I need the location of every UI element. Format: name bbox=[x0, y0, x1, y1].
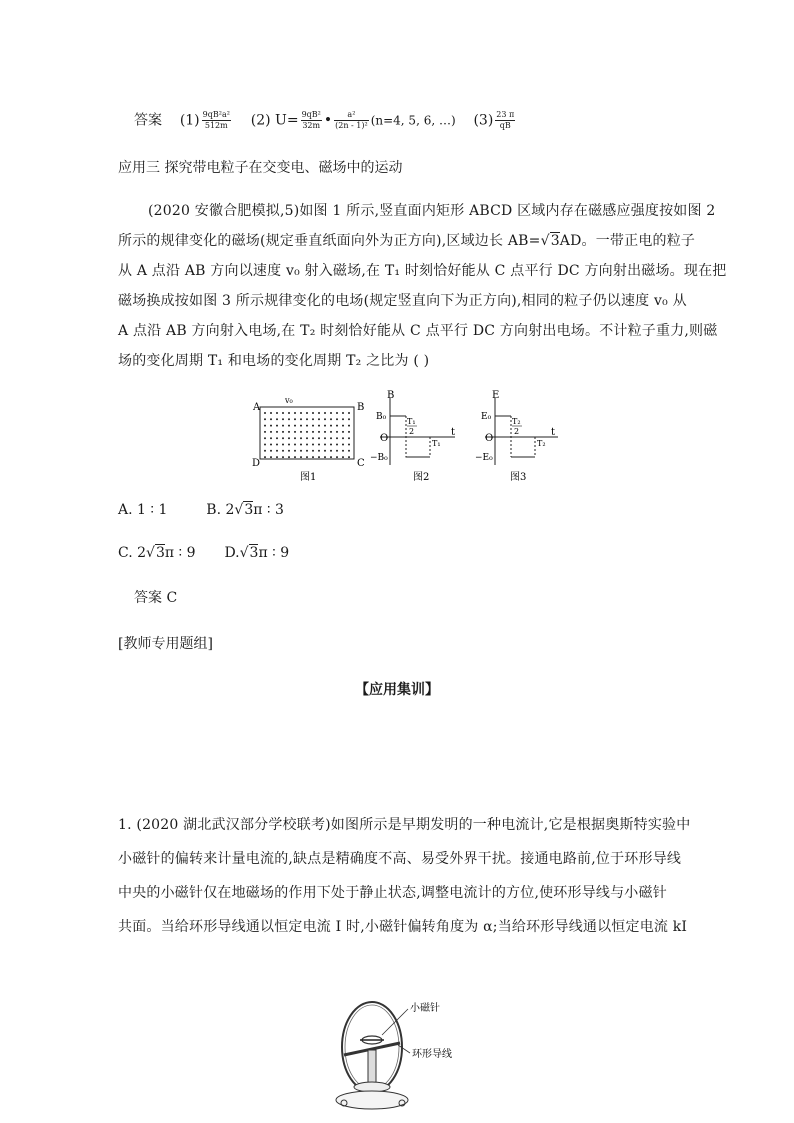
options-row-2 bbox=[118, 545, 289, 561]
field-dot bbox=[294, 425, 296, 427]
fig2-axis-x: t bbox=[451, 427, 456, 438]
field-dot bbox=[264, 431, 266, 433]
field-dot bbox=[318, 437, 320, 439]
field-dot bbox=[312, 437, 314, 439]
fig3-full: T₂ bbox=[537, 439, 546, 448]
field-dot bbox=[318, 412, 320, 414]
label-d: D bbox=[252, 458, 261, 469]
field-dot bbox=[306, 412, 308, 414]
label-needle: 小磁针 bbox=[410, 1003, 440, 1014]
field-dot bbox=[276, 418, 278, 420]
field-dot bbox=[306, 444, 308, 446]
option-a[interactable]: A. 1 ∶ 1 bbox=[118, 502, 168, 518]
field-dot bbox=[342, 450, 344, 452]
field-dot bbox=[342, 431, 344, 433]
field-dot bbox=[288, 444, 290, 446]
field-dot bbox=[330, 418, 332, 420]
field-dot bbox=[312, 444, 314, 446]
galvanometer-illustration bbox=[330, 995, 470, 1115]
answer-line-2: 答案 C bbox=[134, 590, 178, 606]
field-dot bbox=[342, 456, 344, 458]
field-dot bbox=[300, 444, 302, 446]
field-dot bbox=[324, 450, 326, 452]
field-dot bbox=[282, 456, 284, 458]
field-dot bbox=[336, 412, 338, 414]
field-dot bbox=[324, 425, 326, 427]
fig3-top: E₀ bbox=[481, 412, 492, 422]
field-dot bbox=[264, 412, 266, 414]
field-dot bbox=[312, 456, 314, 458]
field-dots bbox=[264, 412, 350, 458]
field-dot bbox=[330, 456, 332, 458]
field-dot bbox=[306, 431, 308, 433]
section-title: 应用三 探究带电粒子在交变电、磁场中的运动 bbox=[118, 160, 403, 176]
field-dot bbox=[282, 450, 284, 452]
fig3-axis-y: E bbox=[492, 390, 500, 401]
field-dot bbox=[312, 450, 314, 452]
field-dot bbox=[342, 444, 344, 446]
fig1-caption: 图1 bbox=[300, 472, 317, 483]
field-dot bbox=[288, 425, 290, 427]
field-dot bbox=[324, 437, 326, 439]
field-dot bbox=[264, 425, 266, 427]
field-dot bbox=[294, 412, 296, 414]
field-dot bbox=[264, 444, 266, 446]
question-1: 1. (2020 湖北武汉部分学校联考)如图所示是早期发明的一种电流计,它是根据奥斯特实验中 小磁针的偏转来计量电流的,缺点是精确度不高、易受外界干扰。接通电路前,位于环形导线 中央的小磁针仅在地磁场的作用下处于静止状态,调整电流计的方位,使环形导线与小磁针 共面。当给环形导线通以恒定电流 I 时,小磁针偏转角度为 α;当给环形导线通以恒定电流 kI bbox=[118, 817, 691, 935]
field-dot bbox=[270, 425, 272, 427]
problem-text: (2020 安徽合肥模拟,5)如图 1 所示,竖直面内矩形 ABCD 区域内存在磁感应强度按如图 2 所示的规律变化的磁场(规定垂直纸面向外为正方向),区域边长 AB=√3AD。一带正电的粒子 从 A 点沿 AB 方向以速度 v₀ 射入磁场,在 T₁ 时刻恰好能从 C 点平行 DC 方向射出磁场。现在把 磁场换成按如图 3 所示规律变化的电场(规定竖直向下为正方向),相同的粒子仍以速度 v₀ 从 A 点沿 AB 方向射入电场,在 T₂ 时刻恰好能从 C 点平行 DC 方向射出电场。不计粒子重力,则磁 场的变化周期 T₁ 和电场的变化周期 T₂ 之比为 ( ) bbox=[118, 203, 727, 369]
figure-1 bbox=[252, 396, 365, 483]
fig2-top: B₀ bbox=[376, 412, 387, 422]
fig3-origin: O bbox=[485, 433, 494, 444]
field-dot bbox=[264, 456, 266, 458]
field-dot bbox=[324, 444, 326, 446]
field-dot bbox=[264, 418, 266, 420]
field-dot bbox=[288, 412, 290, 414]
fig3-axis-x: t bbox=[551, 427, 556, 438]
field-dot bbox=[294, 450, 296, 452]
field-dot bbox=[300, 456, 302, 458]
field-dot bbox=[348, 437, 350, 439]
field-dot bbox=[282, 412, 284, 414]
field-dot bbox=[348, 450, 350, 452]
field-dot bbox=[330, 412, 332, 414]
training-title: 【应用集训】 bbox=[355, 682, 439, 698]
fig2-full: T₁ bbox=[432, 439, 441, 448]
field-dot bbox=[306, 456, 308, 458]
field-dot bbox=[336, 418, 338, 420]
label-b: B bbox=[357, 402, 365, 413]
field-dot bbox=[264, 437, 266, 439]
field-dot bbox=[306, 418, 308, 420]
field-dot bbox=[348, 456, 350, 458]
field-dot bbox=[282, 437, 284, 439]
answer-line-1: 答案 (1) $\frac{\text{9qB²a²}}{512m}$ (2) U= $\frac{\text{9qB²}}{32m}$ • $\frac{\text{a²}}{\text{(2n - 1)²}}$ (n=4, 5, 6, …) (3) $\frac{23 \pi}{qB}$ bbox=[134, 110, 515, 130]
label-c: C bbox=[357, 458, 365, 469]
field-dot bbox=[330, 431, 332, 433]
figure-2 bbox=[370, 390, 455, 483]
field-dot bbox=[288, 450, 290, 452]
field-dot bbox=[282, 431, 284, 433]
field-dot bbox=[318, 450, 320, 452]
option-c[interactable]: C. 2√3π ∶ 9 bbox=[118, 545, 196, 561]
label-v0: v₀ bbox=[285, 396, 293, 405]
label-coil: 环形导线 bbox=[412, 1049, 452, 1060]
field-dot bbox=[276, 431, 278, 433]
field-dot bbox=[276, 444, 278, 446]
field-dot bbox=[312, 418, 314, 420]
field-dot bbox=[300, 425, 302, 427]
fraction-p1: $\frac{\text{9qB²a²}}{512m}$ bbox=[202, 110, 230, 130]
teacher-group-heading: [教师专用题组] bbox=[118, 636, 213, 652]
field-dot bbox=[348, 425, 350, 427]
field-dot bbox=[342, 425, 344, 427]
field-dot bbox=[276, 412, 278, 414]
field-dot bbox=[294, 456, 296, 458]
fig3-bottom: −E₀ bbox=[475, 453, 493, 463]
field-dot bbox=[336, 444, 338, 446]
field-dot bbox=[324, 456, 326, 458]
figure-3 bbox=[475, 390, 558, 483]
field-dot bbox=[300, 437, 302, 439]
answer-part3-prefix: (3) bbox=[473, 112, 494, 129]
field-dot bbox=[294, 444, 296, 446]
field-dot bbox=[318, 444, 320, 446]
field-dot bbox=[342, 437, 344, 439]
field-dot bbox=[342, 412, 344, 414]
option-b[interactable]: B. 2√3π ∶ 3 bbox=[206, 502, 284, 518]
field-dot bbox=[300, 450, 302, 452]
fraction-p2b: $\frac{\text{a²}}{\text{(2n - 1)²}}$ bbox=[335, 110, 368, 130]
fraction-p3: $\frac{23 \pi}{qB}$ bbox=[496, 110, 515, 130]
figures-group bbox=[240, 390, 560, 485]
field-dot bbox=[270, 412, 272, 414]
field-dot bbox=[348, 412, 350, 414]
field-dot bbox=[336, 437, 338, 439]
fig2-caption: 图2 bbox=[413, 472, 430, 483]
field-dot bbox=[348, 418, 350, 420]
field-dot bbox=[324, 431, 326, 433]
field-dot bbox=[312, 425, 314, 427]
field-dot bbox=[330, 437, 332, 439]
field-dot bbox=[312, 412, 314, 414]
field-dot bbox=[270, 456, 272, 458]
field-dot bbox=[336, 425, 338, 427]
field-dot bbox=[336, 431, 338, 433]
base-icon bbox=[336, 1091, 408, 1109]
field-dot bbox=[324, 418, 326, 420]
field-dot bbox=[282, 444, 284, 446]
field-dot bbox=[270, 418, 272, 420]
field-dot bbox=[288, 431, 290, 433]
field-dot bbox=[276, 437, 278, 439]
field-dot bbox=[294, 418, 296, 420]
field-dot bbox=[270, 431, 272, 433]
field-dot bbox=[306, 450, 308, 452]
field-dot bbox=[318, 431, 320, 433]
option-d[interactable]: D.√3π ∶ 9 bbox=[224, 545, 290, 561]
field-dot bbox=[342, 418, 344, 420]
field-dot bbox=[336, 456, 338, 458]
field-dot bbox=[348, 444, 350, 446]
fig2-half-den: 2 bbox=[409, 427, 415, 436]
field-dot bbox=[330, 444, 332, 446]
field-dot bbox=[270, 450, 272, 452]
label-a: A bbox=[253, 402, 261, 413]
field-dot bbox=[330, 425, 332, 427]
field-dot bbox=[276, 450, 278, 452]
field-dot bbox=[330, 450, 332, 452]
field-dot bbox=[288, 456, 290, 458]
field-dot bbox=[282, 425, 284, 427]
field-dot bbox=[300, 431, 302, 433]
field-dot bbox=[306, 425, 308, 427]
field-dot bbox=[294, 437, 296, 439]
answer-part2-prefix: (2) U= bbox=[250, 112, 299, 129]
field-dot bbox=[270, 437, 272, 439]
field-dot bbox=[318, 456, 320, 458]
field-dot bbox=[318, 418, 320, 420]
field-dot bbox=[318, 425, 320, 427]
field-dot bbox=[282, 418, 284, 420]
fraction-p2a: $\frac{\text{9qB²}}{32m}$ bbox=[301, 110, 321, 130]
fig2-half-num: T₁ bbox=[407, 417, 416, 426]
fig2-origin: O bbox=[380, 433, 389, 444]
field-dot bbox=[348, 431, 350, 433]
fig3-half-den: 2 bbox=[514, 427, 520, 436]
fig3-half-num: T₂ bbox=[512, 417, 521, 426]
field-dot bbox=[270, 444, 272, 446]
field-dot bbox=[264, 450, 266, 452]
field-dot bbox=[306, 437, 308, 439]
field-dot bbox=[300, 412, 302, 414]
field-dot bbox=[288, 418, 290, 420]
answer-label: 答案 bbox=[134, 112, 162, 129]
fig2-axis-y: B bbox=[387, 390, 395, 401]
field-dot bbox=[294, 431, 296, 433]
field-dot bbox=[276, 456, 278, 458]
field-dot bbox=[288, 437, 290, 439]
fig3-caption: 图3 bbox=[510, 472, 527, 483]
answer-part1-prefix: (1) bbox=[179, 112, 200, 129]
field-dot bbox=[276, 425, 278, 427]
fig2-bottom: −B₀ bbox=[370, 453, 388, 463]
field-dot bbox=[300, 418, 302, 420]
field-dot bbox=[324, 412, 326, 414]
options-row-1 bbox=[118, 502, 284, 518]
field-dot bbox=[312, 431, 314, 433]
field-dot bbox=[336, 450, 338, 452]
